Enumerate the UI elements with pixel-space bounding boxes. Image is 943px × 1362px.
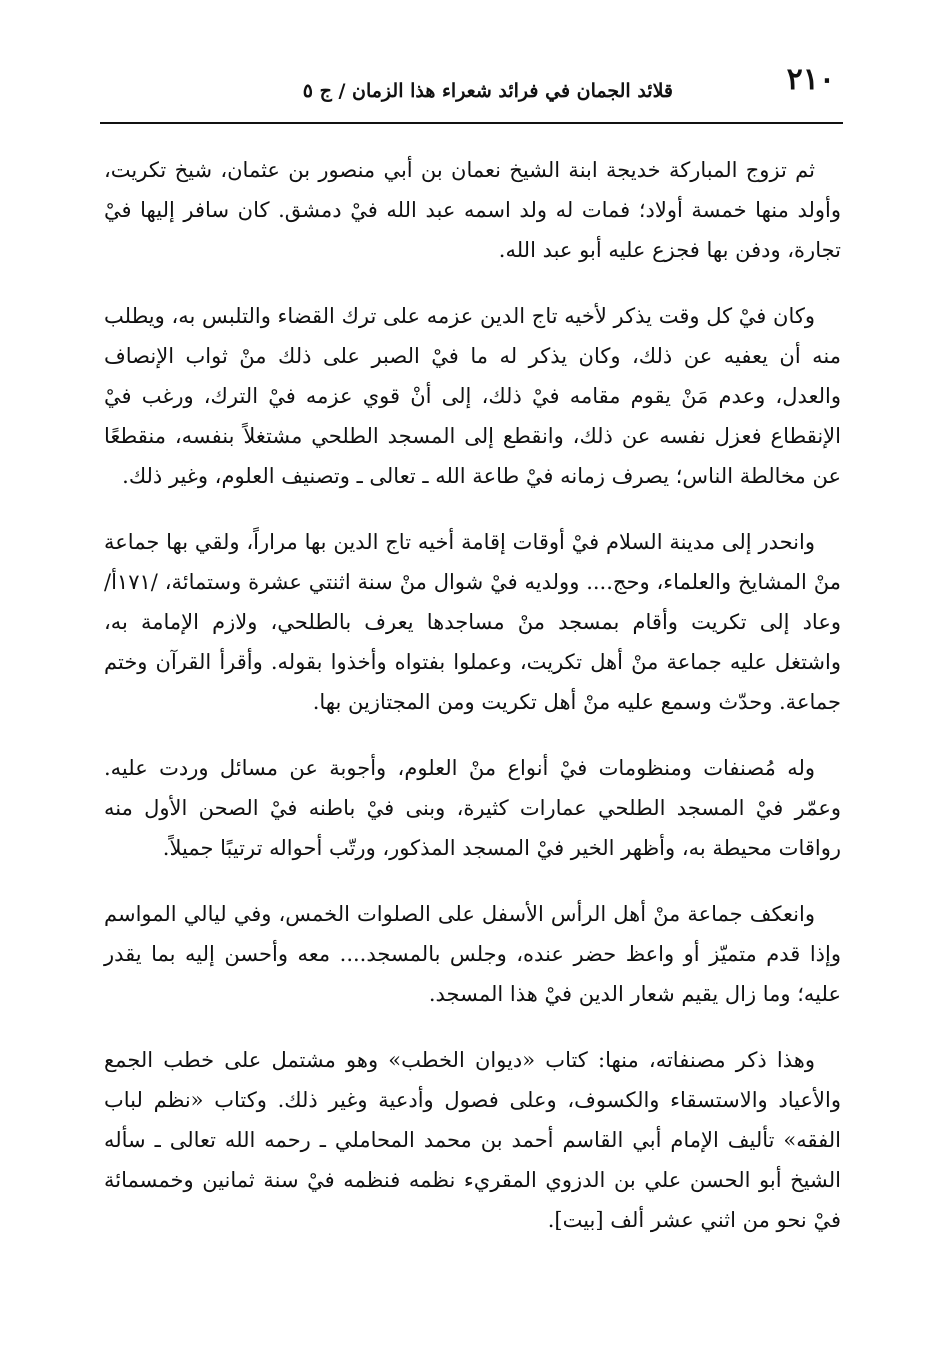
paragraph-6: وهذا ذكر مصنفاته، منها: كتاب «ديوان الخطب» وهو مشتمل على خطب الجمع والأعياد والاستسقاء والكسوف، وعلى فصول وأدعية وغير ذلك. وكتاب «نظم لباب الفقه» تأليف الإمام أبي القاسم أحمد بن محمد المحاملي ـ رحمه الله تعالى ـ سأله الشيخ أبو الحسن علي بن الدزوي المقريء نظمه فنظمه فيْ سنة ثمانين وخمسمائة فيْ نحو من اثني عشر ألف [بيت]. <box>104 1048 841 1232</box>
page-header <box>100 62 843 120</box>
paragraph-5: وانعكف جماعة منْ أهل الرأس الأسفل على الصلوات الخمس، وفي ليالي المواسم وإذا قدم متميّز أو واعظ حضر عنده، وجلس بالمسجد.... معه وأحسن إليه بما يقدر عليه؛ وما زال يقيم شعار الدين فيْ هذا المسجد. <box>104 902 841 1006</box>
main-text <box>104 150 841 1240</box>
paragraph-1: ثم تزوج المباركة خديجة ابنة الشيخ نعمان بن أبي منصور بن عثمان، شيخ تكريت، وأولد منها خمسة أولاد؛ فمات له ولد اسمه عبد الله فيْ دمشق. كان سافر إليها فيْ تجارة، ودفن بها فجزع عليه أبو عبد الله. <box>104 158 841 262</box>
paragraph-2: وكان فيْ كل وقت يذكر لأخيه تاج الدين عزمه على ترك القضاء والتلبس به، ويطلب منه أن يعفيه عن ذلك، وكان يذكر له ما فيْ الصبر على ذلك منْ ثواب الإنصاف والعدل، وعدم مَنْ يقوم مقامه فيْ ذلك، إلى أنْ قوي عزمه فيْ الترك، ورغب فيْ الإنقطاع فعزل نفسه عن ذلك، وانقطع إلى المسجد الطلحي مشتغلاً بنفسه، منقطعًا عن مخالطة الناس؛ يصرف زمانه فيْ طاعة الله ـ تعالى ـ وتصنيف العلوم، وغير ذلك. <box>104 304 841 488</box>
header-divider <box>100 122 843 124</box>
page-number: ٢١٠ <box>786 62 835 97</box>
paragraph-4: وله مُصنفات ومنظومات فيْ أنواع منْ العلوم، وأجوبة عن مسائل وردت عليه. وعمّر فيْ المسجد الطلحي عمارات كثيرة، وبنى فيْ باطنه فيْ الصحن الأول منه رواقات محيطة به، وأظهر الخير فيْ المسجد المذكور، ورتّب أحواله ترتيبًا جميلاً. <box>104 756 841 860</box>
paragraph-3: وانحدر إلى مدينة السلام فيْ أوقات إقامة أخيه تاج الدين بها مراراً، ولقي بها جماعة منْ المشايخ والعلماء، وحج.... وولديه فيْ شوال منْ سنة اثنتي عشرة وستمائة، /١٧١أ/ وعاد إلى تكريت وأقام بمسجد منْ مساجدها يعرف بالطلحي، ولازم الإمامة به، واشتغل عليه جماعة منْ أهل تكريت، وعملوا بفتواه وأخذوا بقوله. وأقرأ القرآن وختم جماعة. وحدّث وسمع عليه منْ أهل تكريت ومن المجتازين بها. <box>104 530 841 714</box>
running-title: قلائد الجمان في فرائد شعراء هذا الزمان / ج ٥ <box>302 80 673 102</box>
